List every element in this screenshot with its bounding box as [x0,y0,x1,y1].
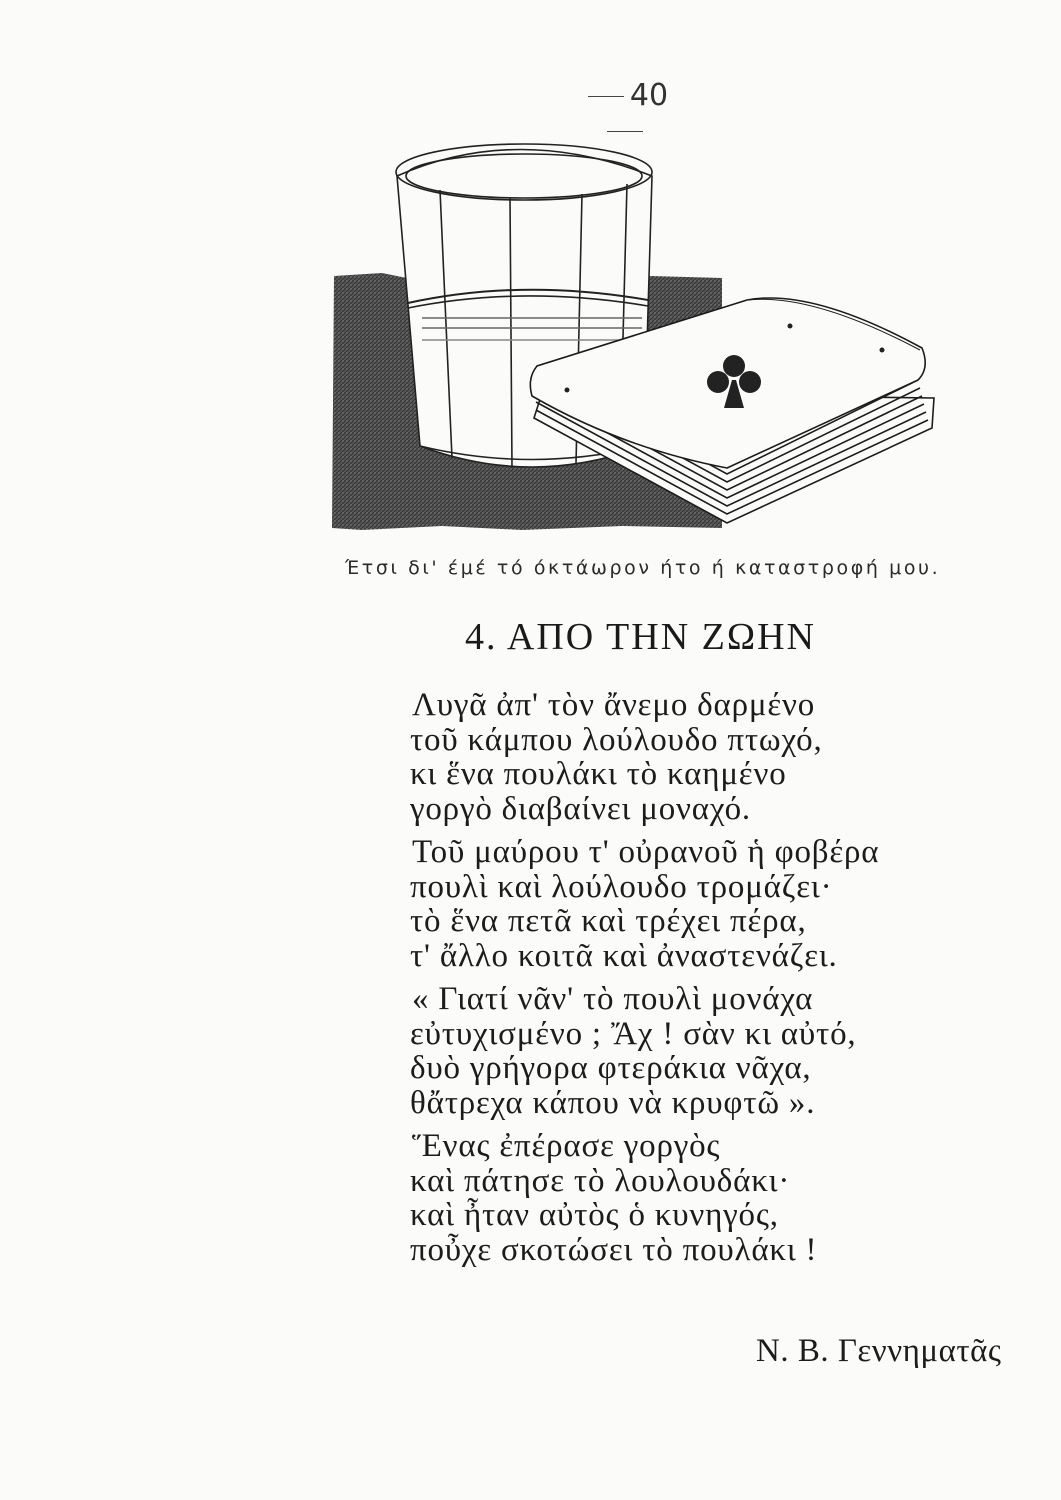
verse-line: εὐτυχισμένο ; Ἄχ ! σὰν κι αὐτό, [410,1015,857,1052]
page-number: 40 [560,78,690,148]
author-signature: Ν. Β. Γεννηματᾶς [756,1333,1002,1369]
verse-line: τοῦ κάμπου λούλουδο πτωχό, [410,721,823,758]
stanza-4 [410,1129,1030,1267]
verse-line: κι ἕνα πουλάκι τὸ καημένο [410,756,787,792]
verse-line: καὶ ἦταν αὐτὸς ὁ κυνηγός, [410,1197,779,1233]
poem-title: 4. ΑΠΟ ΤΗΝ ΖΩΗΝ [465,616,816,658]
stanza-3 [410,982,1030,1120]
verse-line: Λυγᾶ ἀπ' τὸν ἄνεμο δαρμένο [412,687,816,723]
verse-line: γοργὸ διαβαίνει μοναχό. [410,790,751,827]
verse-line: πουλὶ καὶ λούλουδο τρομάζει· [410,868,833,905]
verse-line: ποὖχε σκοτώσει τὸ πουλάκι ! [410,1231,818,1268]
verse-line: δυὸ γρήγορα φτεράκια νᾶχα, [410,1050,812,1086]
figure-caption: Έτσι δι' έμέ τό όκτάωρον ήτο ή καταστροφή μου. [345,557,941,579]
verse-line: τ' ἄλλο κοιτᾶ καὶ ἀναστενάζει. [410,937,838,974]
verse-line: « Γιατί νᾶν' τὸ πουλὶ μονάχα [412,981,814,1017]
verse-line: Ἕνας ἐπέρασε γοργὸς [412,1128,721,1164]
stanza-2 [410,835,1030,973]
poem-body [410,688,1030,1276]
verse-line: καὶ πάτησε τὸ λουλουδάκι· [410,1162,791,1199]
stanza-1 [410,688,1030,826]
glass-and-cards-illustration [322,128,942,558]
verse-line: Τοῦ μαύρου τ' οὐρανοῦ ἡ φοβέρα [412,834,880,870]
verse-line: θἄτρεχα κάπου νὰ κρυφτῶ ». [410,1084,816,1121]
verse-line: τὸ ἕνα πετᾶ καὶ τρέχει πέρα, [410,903,807,939]
